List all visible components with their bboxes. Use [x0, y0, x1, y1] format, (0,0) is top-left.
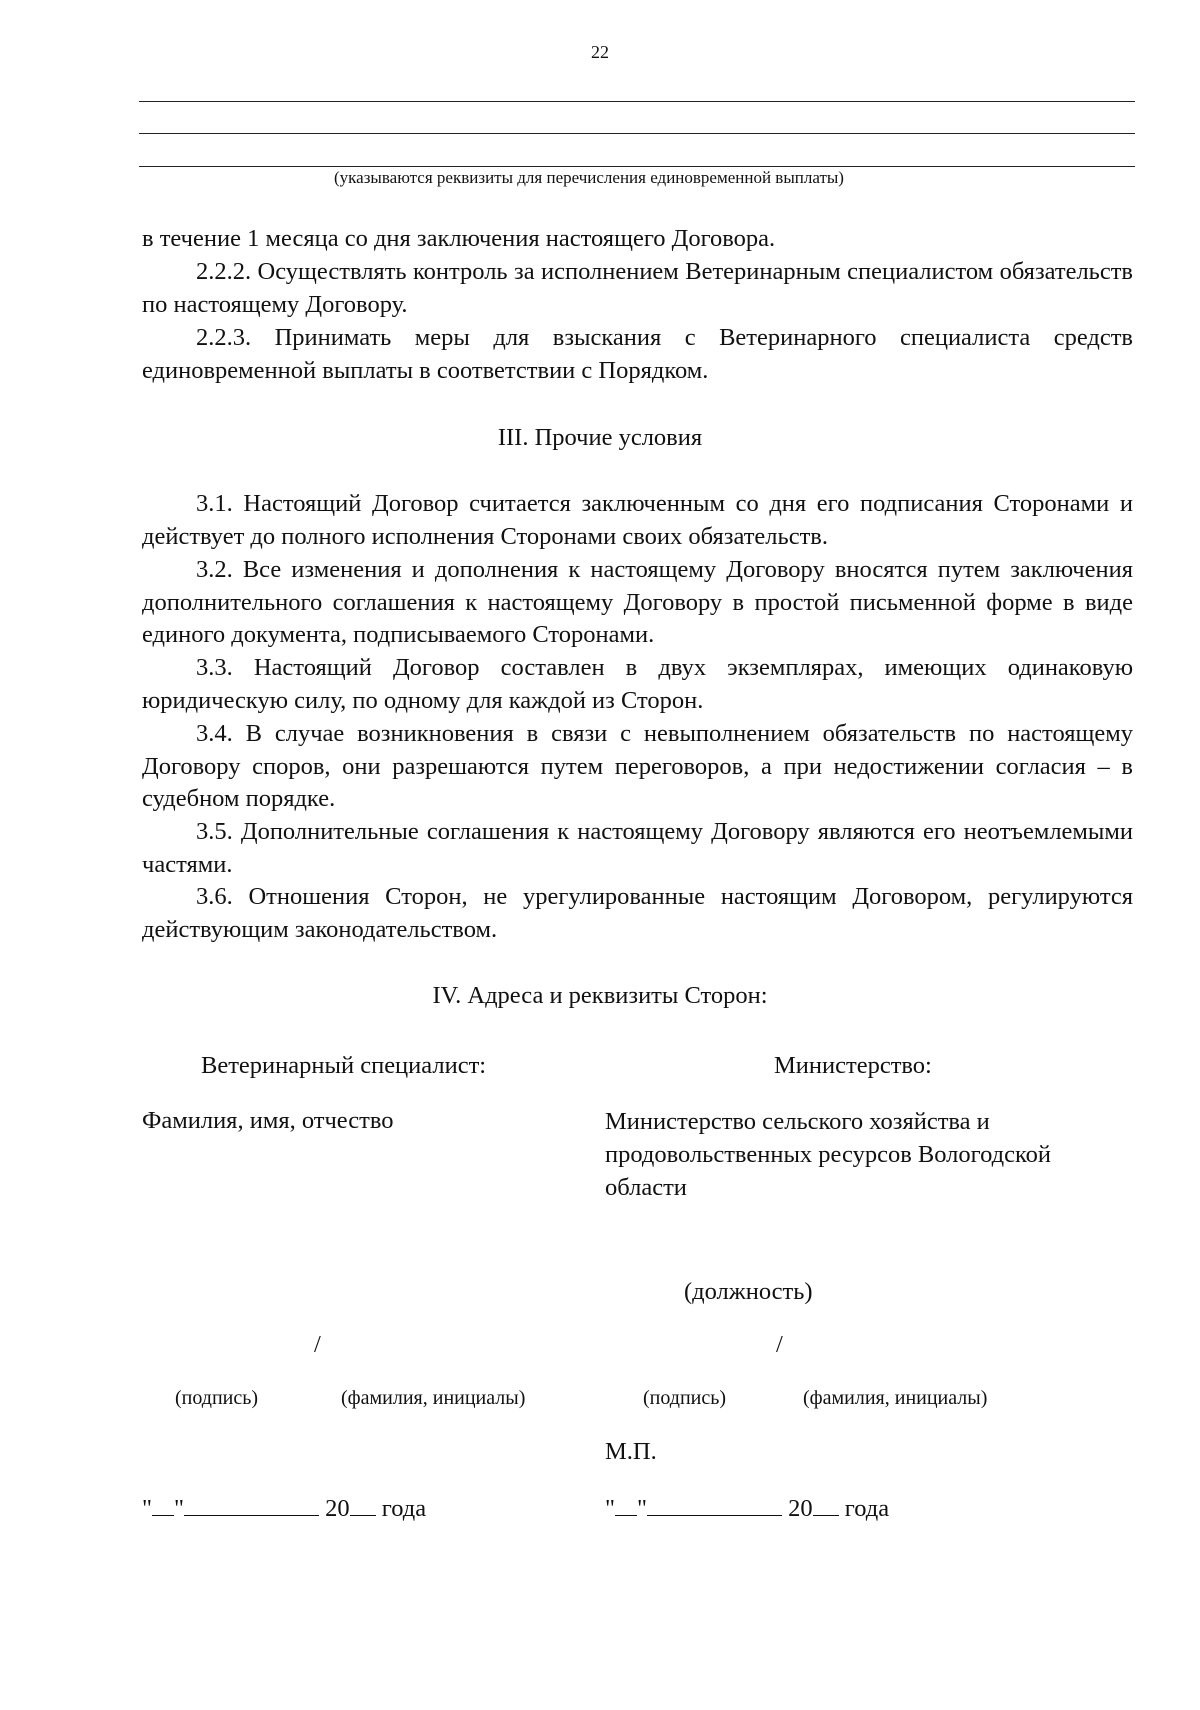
item-3-2: 3.2. Все изменения и дополнения к настоящему Договору вносятся путем заключения дополнительного соглашения к настоящему Договору в простой письменной форме в виде единого документа, подписываемого Сторонами. — [142, 556, 1133, 648]
ministry-year-suffix: года — [844, 1495, 890, 1522]
section4-heading: IV. Адреса и реквизиты Сторон: — [432, 982, 768, 1009]
item-3-1: 3.1. Настоящий Договор считается заключенным со дня его подписания Сторонами и действует до полного исполнения Сторонами своих обязательств. — [142, 490, 1133, 550]
section2-continuation: в течение 1 месяца со дня заключения настоящего Договора. — [142, 225, 776, 252]
vet-signature-label: (подпись) — [175, 1387, 259, 1409]
ministry-year-prefix: 20 — [788, 1495, 813, 1522]
item-3-4: 3.4. В случае возникновения в связи с невыполнением обязательств по настоящему Договору споров, они разрешаются путем переговоров, а при недостижении согласия – в судебном порядке. — [142, 720, 1133, 812]
page-number: 22 — [591, 42, 609, 62]
ministry-title: Министерство: — [774, 1052, 932, 1079]
vet-day-blank — [152, 1515, 174, 1516]
ministry-date-quote-open: " — [605, 1495, 616, 1522]
ministry-day-blank — [615, 1515, 637, 1516]
vet-date-quote-open: " — [142, 1495, 153, 1522]
item-3-5: 3.5. Дополнительные соглашения к настоящему Договору являются его неотъемлемыми частями. — [142, 818, 1133, 878]
vet-full-name-label: Фамилия, имя, отчество — [142, 1107, 394, 1134]
vet-year-blank — [350, 1515, 376, 1516]
item-2-2-2: 2.2.2. Осуществлять контроль за исполнением Ветеринарным специалистом обязательств по настоящему Договору. — [142, 258, 1133, 318]
requisites-line-2 — [139, 133, 1135, 134]
stamp-placeholder: М.П. — [605, 1438, 657, 1465]
ministry-org-name: Министерство сельского хозяйства и продовольственных ресурсов Вологодской области — [605, 1108, 1051, 1201]
vet-month-blank — [184, 1515, 319, 1516]
ministry-date-quote-close: " — [637, 1495, 648, 1522]
ministry-position-label: (должность) — [684, 1278, 813, 1305]
ministry-surname-label: (фамилия, инициалы) — [803, 1387, 988, 1409]
item-3-3: 3.3. Настоящий Договор составлен в двух экземплярах, имеющих одинаковую юридическую силу, по одному для каждой из Сторон. — [142, 654, 1133, 714]
requisites-line-3 — [139, 166, 1135, 167]
ministry-month-blank — [647, 1515, 782, 1516]
item-3-6: 3.6. Отношения Сторон, не урегулированные настоящим Договором, регулируются действующим законодательством. — [142, 883, 1133, 943]
ministry-year-blank — [813, 1515, 839, 1516]
requisites-caption: (указываются реквизиты для перечисления единовременной выплаты) — [334, 168, 844, 187]
vet-specialist-title: Ветеринарный специалист: — [201, 1052, 487, 1079]
item-2-2-3: 2.2.3. Принимать меры для взыскания с Ветеринарного специалиста средств единовременной выплаты в соответствии с Порядком. — [142, 324, 1133, 384]
vet-year-suffix: года — [381, 1495, 427, 1522]
vet-surname-label: (фамилия, инициалы) — [341, 1387, 526, 1409]
section3-heading: III. Прочие условия — [497, 424, 703, 451]
vet-signature-slash: / — [314, 1331, 321, 1358]
ministry-date-line — [605, 1495, 889, 1523]
requisites-line-1 — [139, 101, 1135, 102]
ministry-signature-slash: / — [776, 1331, 783, 1358]
vet-date-quote-close: " — [174, 1495, 185, 1522]
vet-date-line — [142, 1495, 426, 1523]
ministry-signature-label: (подпись) — [643, 1387, 727, 1409]
vet-year-prefix: 20 — [325, 1495, 350, 1522]
